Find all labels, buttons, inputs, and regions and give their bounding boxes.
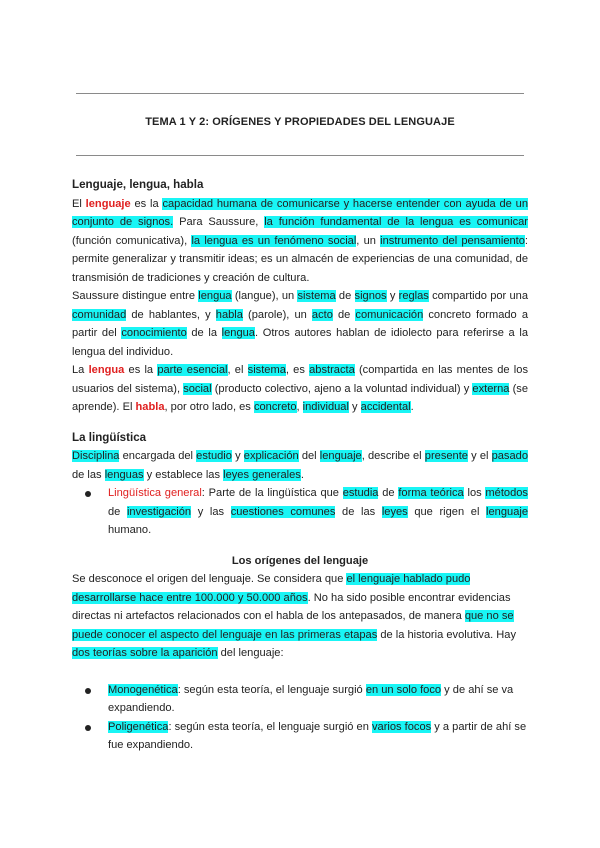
text: y [348, 401, 361, 413]
text: y [386, 290, 399, 302]
text: (producto colectivo, ajeno a la voluntad individual) y [211, 382, 473, 395]
text: (parole), un [242, 308, 312, 321]
bullet-icon [85, 725, 91, 731]
section-heading-linguistica: La lingüística [72, 430, 147, 444]
page-title: TEMA 1 Y 2: ORÍGENES Y PROPIEDADES DEL LENGUAJE [145, 116, 455, 128]
bullet-icon [85, 688, 91, 694]
highlight: comunicación [355, 308, 424, 321]
highlight: signos [354, 290, 387, 302]
highlight: en un solo foco [365, 683, 442, 696]
document-body [72, 176, 528, 755]
highlight: pasado [491, 450, 528, 462]
text: es la [124, 364, 158, 376]
text: compartido por una [428, 290, 528, 302]
paragraph-linguistica [72, 447, 528, 484]
text: : según esta teoría, el lenguaje surgió en [168, 720, 372, 733]
highlight: explicación [243, 450, 299, 462]
text: Saussure distingue entre [72, 290, 199, 302]
text: : permite generalizar y transmitir ideas; es un almacén de experiencias de una comunidad, de transmisión de tradiciones y creación de cultura. [72, 234, 529, 284]
highlight: lenguaje [486, 505, 528, 518]
highlight: externa [472, 382, 510, 395]
text: y a partir de ahí se fue expandiendo. [108, 720, 527, 751]
keyword-red: habla [135, 401, 165, 413]
paragraph-lenguaje-definition [72, 195, 528, 288]
list-item [72, 718, 528, 755]
highlight: social [183, 382, 212, 395]
highlight: instrumento del pensamiento [380, 234, 525, 247]
highlight: parte esencial [157, 364, 228, 376]
text: . [410, 401, 414, 413]
highlight: lenguaje [319, 450, 362, 462]
text: de la [186, 327, 222, 339]
text: Se desconoce el origen del lenguaje. Se considera que [72, 573, 347, 585]
text: de la historia evolutiva. Hay [377, 628, 517, 641]
text: y establece las [143, 468, 224, 481]
text: y las [191, 505, 231, 518]
keyword-red: lenguaje [85, 197, 131, 210]
highlight: el lenguaje hablado pudo desarrollarse hace entre 100.000 y 50.000 años [72, 573, 471, 604]
text: Para Saussure, [173, 216, 265, 228]
highlight: presente [424, 450, 468, 462]
text: del [298, 450, 320, 462]
highlight: comunidad [72, 308, 127, 321]
text: La [72, 364, 89, 376]
highlight: concreto [253, 401, 297, 413]
highlight: reglas [398, 290, 429, 302]
highlight: leyes [381, 505, 408, 518]
keyword-red: lengua [88, 364, 125, 376]
linguistica-list [72, 484, 528, 540]
teorias-list [72, 681, 528, 755]
highlight: individual [302, 401, 349, 413]
text: El [72, 197, 86, 210]
keyword-red: Lingüística general [108, 487, 202, 499]
text: que rigen el [407, 505, 487, 518]
highlight: lengua [221, 327, 255, 339]
highlight: métodos [485, 487, 528, 499]
highlight: la lengua es un fenómeno social [191, 234, 357, 247]
text: . No ha sido posible encontrar evidencias directas ni artefactos relacionados con el habla de los antepasados, de manera [72, 591, 511, 622]
highlight: forma teórica [398, 487, 464, 499]
text: del lenguaje: [217, 647, 284, 659]
highlight: capacidad humana de comunicarse y hacerse entender con ayuda de un conjunto de signos. [72, 197, 528, 228]
highlight: Poligenética [108, 720, 169, 733]
paragraph-saussure [72, 287, 528, 361]
highlight: abstracta [309, 364, 355, 376]
text: , un [356, 234, 381, 247]
highlight: Disciplina [72, 450, 120, 462]
list-item [72, 484, 528, 540]
text: : Parte de la lingüística que [201, 487, 343, 499]
bullet-icon [85, 491, 91, 497]
highlight: accidental [360, 401, 411, 413]
highlight: la función fundamental de la lengua es comunicar [264, 216, 528, 228]
text: y [231, 450, 244, 462]
text: de [108, 505, 127, 518]
highlight: acto [311, 308, 333, 321]
text: encargada del [119, 450, 197, 462]
list-item [72, 681, 528, 718]
highlight: sistema [247, 364, 286, 376]
highlight: varios focos [371, 720, 432, 733]
text: de [378, 487, 399, 499]
text: , por otro lado, es [164, 401, 254, 413]
highlight: estudia [342, 487, 379, 499]
paragraph-origenes [72, 570, 528, 663]
highlight: leyes generales [223, 468, 301, 481]
title-rule [76, 155, 524, 156]
highlight: investigación [126, 505, 192, 518]
text: (langue), un [231, 290, 298, 302]
text: , [296, 401, 303, 413]
text: concreto formado a partir del [72, 308, 528, 339]
text: es la [130, 197, 163, 210]
text: (compartida en las mentes de los usuarios del sistema), [72, 364, 528, 395]
text: humano. [108, 524, 152, 536]
highlight: cuestiones comunes [230, 505, 336, 518]
text: de las [72, 468, 105, 481]
text: : según esta teoría, el lenguaje surgió [177, 683, 366, 696]
text: de [335, 290, 355, 302]
highlight: dos teorías sobre la aparición [72, 647, 218, 659]
highlight: sistema [297, 290, 336, 302]
highlight: conocimiento [121, 327, 187, 339]
text: de [332, 308, 356, 321]
highlight: que no se puede conocer el aspecto del lenguaje en las primeras etapas [72, 610, 514, 641]
text: de hablantes, y [126, 308, 216, 321]
highlight: estudio [196, 450, 232, 462]
section-heading-origenes: Los orígenes del lenguaje [231, 554, 369, 567]
text: , el [227, 364, 248, 376]
highlight: Monogenética [108, 683, 178, 696]
text: de las [335, 505, 382, 518]
top-rule [76, 93, 524, 94]
text: , es [285, 364, 310, 376]
text: (se aprende). El [72, 382, 528, 413]
text: y de ahí se va expandiendo. [108, 683, 514, 714]
text: . Otros autores hablan de idiolecto para referirse a la lengua del individuo. [72, 327, 529, 358]
highlight: habla [215, 308, 243, 321]
text: . [300, 468, 304, 481]
text: , describe el [361, 450, 425, 462]
section-heading-lenguaje: Lenguaje, lengua, habla [72, 178, 204, 191]
highlight: lengua [198, 290, 232, 302]
highlight: lenguas [104, 468, 144, 481]
text: (función comunicativa), [72, 234, 192, 247]
text: los [463, 487, 486, 499]
paragraph-lengua-habla [72, 361, 528, 417]
text: y el [467, 450, 492, 462]
